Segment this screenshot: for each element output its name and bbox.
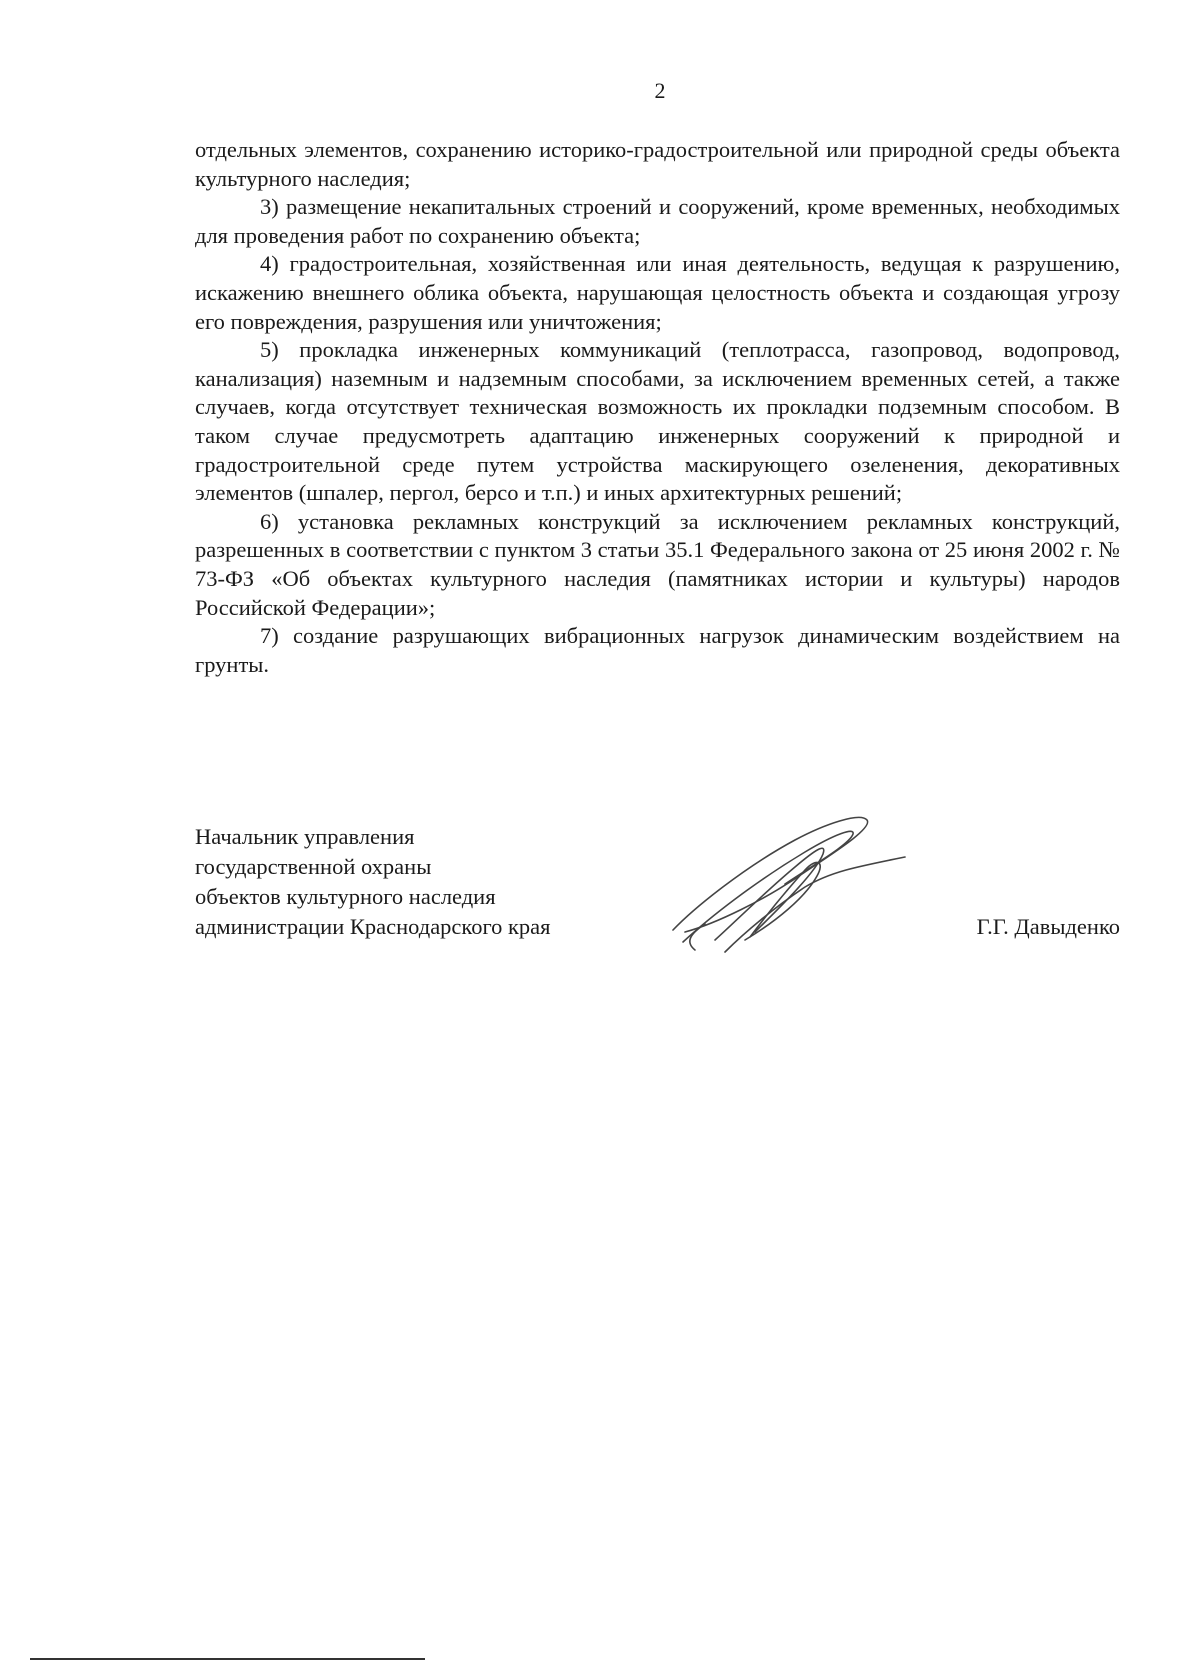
signature-block	[195, 822, 1120, 972]
signer-position	[195, 822, 551, 942]
position-line: администрации Краснодарского края	[195, 914, 551, 939]
position-line: Начальник управления	[195, 824, 415, 849]
paragraph-item-6: 6) установка рекламных конструкций за исключением рекламных конструкций, разрешенных в соответствии с пунктом 3 статьи 35.1 Федерального закона от 25 июня 2002 г. № 73-ФЗ «Об объектах культурного наследия (памятниках истории и культуры) народов Российской Федерации»;	[195, 508, 1120, 620]
page-number: 2	[654, 78, 666, 103]
paragraph-item-7: 7) создание разрушающих вибрационных нагрузок динамическим воздействием на грунты.	[195, 623, 1120, 677]
position-line: государственной охраны	[195, 854, 432, 879]
position-line: объектов культурного наследия	[195, 884, 496, 909]
signer-name: Г.Г. Давыденко	[976, 914, 1120, 939]
paragraph-item-5: 5) прокладка инженерных коммуникаций (теплотрасса, газопровод, водопровод, канализация) наземным и надземным способами, за исключением временных сетей, а также случаев, когда отсутствует техническая возможность их прокладки подземным способом. В таком случае предусмотреть адаптацию инженерных сооружений к природной и градостроительной среде путем устройства маскирующего озеленения, декоративных элементов (шпалер, пергол, берсо и т.п.) и иных архитектурных решений;	[195, 337, 1120, 506]
footer-rule	[30, 1658, 425, 1660]
paragraph-item-3: 3) размещение некапитальных строений и сооружений, кроме временных, необходимых для проведения работ по сохранению объекта;	[195, 194, 1120, 248]
handwritten-signature	[655, 812, 915, 962]
paragraph-continuation: отдельных элементов, сохранению историко-градостроительной или природной среды объекта культурного наследия;	[195, 137, 1120, 191]
paragraph-item-4: 4) градостроительная, хозяйственная или иная деятельность, ведущая к разрушению, искажению внешнего облика объекта, нарушающая целостность объекта и создающая угрозу его повреждения, разрушения или уничтожения;	[195, 251, 1120, 334]
document-body	[195, 136, 1120, 679]
